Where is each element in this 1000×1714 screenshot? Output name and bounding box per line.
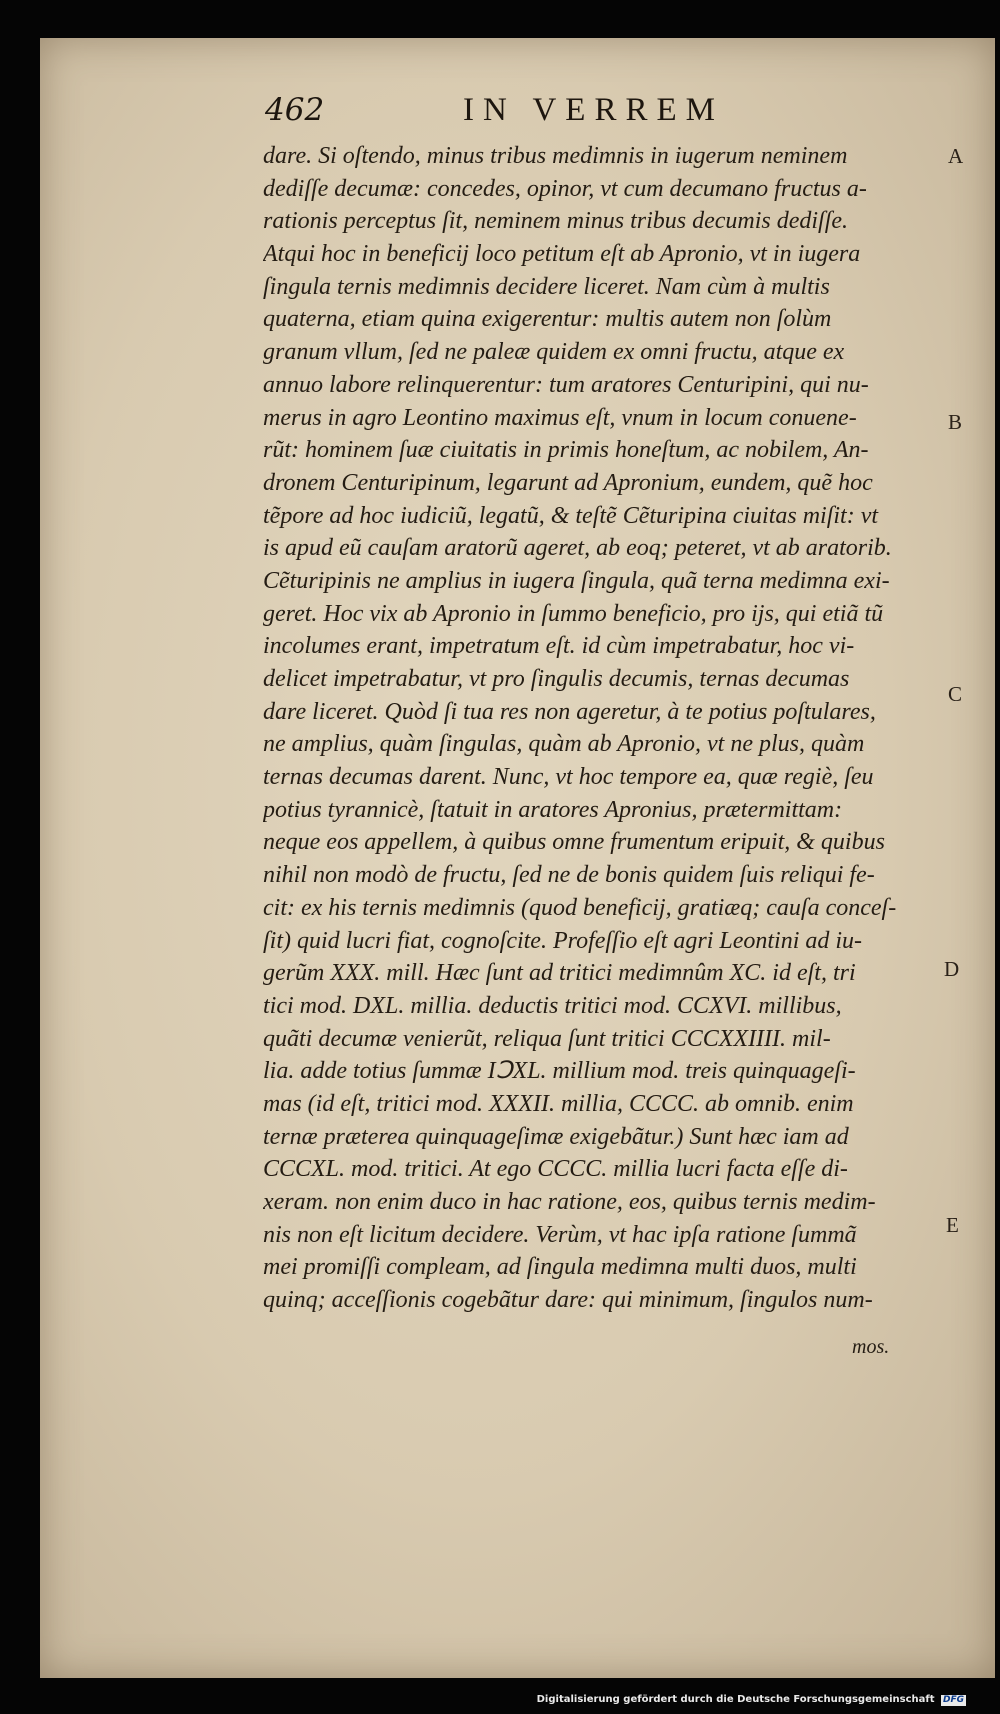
page-header xyxy=(265,92,805,142)
text-line: delicet impetrabatur, vt pro ſingulis decumis, ternas decumas xyxy=(263,666,850,692)
text-line: ſingula ternis medimnis decidere liceret. Nam cùm à multis xyxy=(263,273,830,300)
text-line: dediſſe decumæ: concedes, opinor, vt cum decumano fructus a- xyxy=(263,175,867,202)
text-line: lia. adde totius ſummæ IↃXL. millium mod. treis quinquageſi- xyxy=(263,1058,856,1085)
text-line: Atqui hoc in beneficij loco petitum eſt ab Apronio, vt in iugera xyxy=(263,241,861,268)
text-line: dronem Centuripinum, legarunt ad Apronium, eundem, quẽ hoc xyxy=(263,469,873,496)
text-line: ne amplius, quàm ſingulas, quàm ab Apronio, vt ne plus, quàm xyxy=(263,731,865,758)
margin-letter-b: B xyxy=(948,410,963,434)
text-line: dare liceret. Quòd ſi tua res non ageretur, à te potius poſtulares, xyxy=(263,698,876,725)
margin-letter-e: E xyxy=(946,1213,959,1237)
text-line: mei promiſſi compleam, ad ſingula medimna multi duos, multi xyxy=(263,1254,857,1281)
catchword: mos. xyxy=(852,1336,890,1358)
text-line: is apud eũ cauſam aratorũ ageret, ab eoq; peteret, vt ab aratorib. xyxy=(263,535,892,562)
text-line: quãti decumæ venierũt, reliqua ſunt tritici CCCXXIIII. mil- xyxy=(263,1025,831,1052)
text-line: gerũm XXX. mill. Hæc ſunt ad tritici medimnûm XC. id eſt, tri xyxy=(263,960,856,987)
text-line: quaterna, etiam quina exigerentur: multis autem non ſolùm xyxy=(263,306,832,333)
text-line: quinq; acceſſionis cogebãtur dare: qui minimum, ſingulos num- xyxy=(263,1287,873,1314)
page-number: 462 xyxy=(265,92,325,128)
text-line: potius tyrannicè, ſtatuit in aratores Apronius, prætermittam: xyxy=(263,796,843,823)
text-line: granum vllum, ſed ne paleæ quidem ex omni fructu, atque ex xyxy=(263,339,845,366)
text-line: dare. Si oſtendo, minus tribus medimnis in iugerum neminem xyxy=(263,143,848,169)
text-line: tẽpore ad hoc iudiciũ, legatũ, & teſtẽ Cẽturipina ciuitas miſit: vt xyxy=(263,502,879,529)
text-line: merus in agro Leontino maximus eſt, vnum in locum conuene- xyxy=(263,404,857,431)
text-line: mas (id eſt, tritici mod. XXXII. millia, CCCC. ab omnib. enim xyxy=(263,1090,854,1117)
margin-letter-d: D xyxy=(944,957,960,981)
text-line: annuo labore relinquerentur: tum aratores Centuripini, qui nu- xyxy=(263,371,869,398)
running-title: IN VERREM xyxy=(463,92,724,128)
text-line: nihil non modò de fructu, ſed ne de bonis quidem ſuis reliqui fe- xyxy=(263,862,875,889)
margin-letter-a: A xyxy=(948,144,964,168)
text-line: Cẽturipinis ne amplius in iugera ſingula, quã terna medimna exi- xyxy=(263,567,890,594)
text-line: ſit) quid lucri fiat, cognoſcite. Profeſſio eſt agri Leontini ad iu- xyxy=(263,927,863,954)
text-line: ternas decumas darent. Nunc, vt hoc tempore ea, quæ regiè, ſeu xyxy=(263,764,874,791)
text-line: incolumes erant, impetratum eſt. id cùm impetrabatur, hoc vi- xyxy=(263,633,855,660)
credit-text: Digitalisierung gefördert durch die Deutsche Forschungsgemeinschaft xyxy=(536,1694,935,1705)
text-line: tici mod. DXL. millia. deductis tritici mod. CCXVI. millibus, xyxy=(263,992,842,1019)
text-line: xeram. non enim duco in hac ratione, eos, quibus ternis medim- xyxy=(263,1189,876,1215)
text-line: rũt: hominem ſuæ ciuitatis in primis honeſtum, ac nobilem, An- xyxy=(263,437,869,464)
digitization-credit xyxy=(537,1694,966,1706)
text-line: neque eos appellem, à quibus omne frumentum eripuit, & quibus xyxy=(263,829,885,856)
body-text xyxy=(263,140,923,1317)
margin-letter-c: C xyxy=(948,682,963,706)
text-line: rationis perceptus ſit, neminem minus tribus decumis dediſſe. xyxy=(263,208,849,235)
text-line: cit: ex his ternis medimnis (quod beneficij, gratiæq; cauſa conceſ- xyxy=(263,894,897,921)
dfg-logo: DFG xyxy=(942,1695,964,1705)
text-line: ternæ præterea quinquageſimæ exigebãtur.) Sunt hæc iam ad xyxy=(263,1123,849,1150)
text-line: nis non eſt licitum decidere. Verùm, vt hac ipſa ratione ſummã xyxy=(263,1221,857,1248)
text-line: geret. Hoc vix ab Apronio in ſummo beneficio, pro ijs, qui etiã tũ xyxy=(263,600,884,627)
text-line: CCCXL. mod. tritici. At ego CCCC. millia lucri facta eſſe di- xyxy=(263,1156,848,1183)
